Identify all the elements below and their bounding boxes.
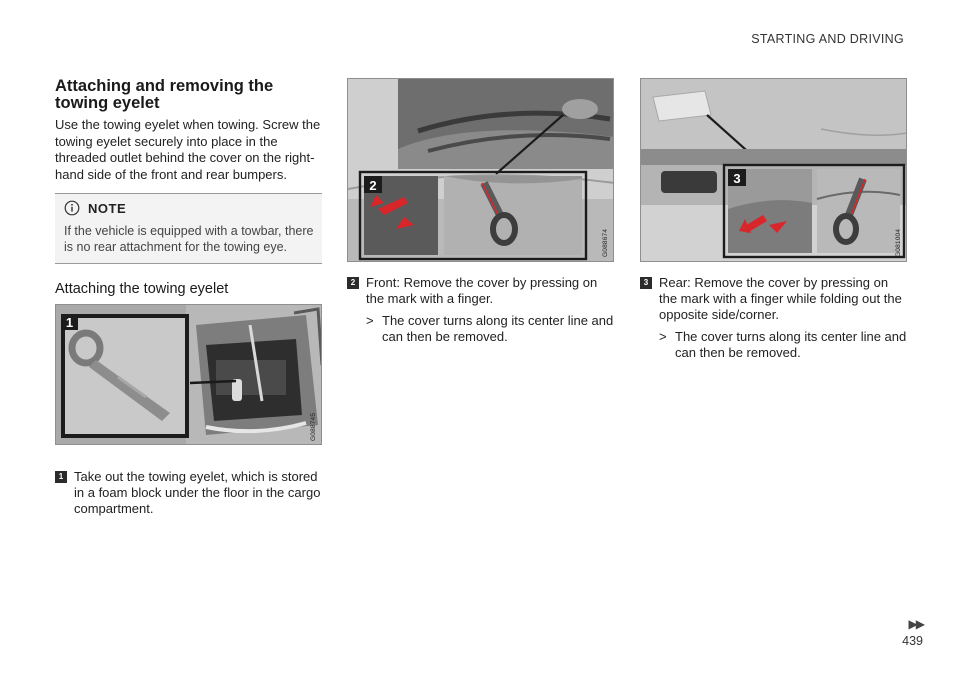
step-2-result [347, 313, 614, 345]
step-number-badge: 1 [55, 471, 67, 483]
page-number: 439 [902, 634, 923, 648]
intro-paragraph: Use the towing eyelet when towing. Screw the towing eyelet securely into place in the threaded outlet behind the cover on the right-hand side of the front and rear bumpers. [55, 117, 321, 182]
rear-bumper-figure [640, 78, 907, 262]
figure-callout-1: 1 [65, 315, 74, 330]
figure-code: G081004 [895, 228, 902, 257]
figure-code: G088674 [602, 228, 609, 257]
step-number-badge: 3 [640, 277, 652, 289]
figure-callout-3: 3 [733, 171, 741, 186]
note-box [55, 193, 322, 264]
step-2 [347, 275, 614, 307]
section-subtitle: Attaching the towing eyelet [55, 281, 229, 297]
step-1 [55, 469, 322, 517]
section-header: STARTING AND DRIVING [751, 32, 904, 46]
result-text: The cover turns along its center line and can then be removed. [382, 313, 614, 344]
note-text: If the vehicle is equipped with a towbar, there is no rear attachment for the towing eye. [64, 224, 314, 254]
column-1 [55, 78, 322, 517]
step-number-badge: 2 [347, 277, 359, 289]
step-3 [640, 275, 907, 323]
rear-bumper-illustration [641, 79, 907, 262]
next-page-icon[interactable]: ▶▶ [908, 617, 923, 631]
figure-code: G088745 [310, 412, 317, 441]
towing-eyelet-figure [55, 304, 322, 445]
step-3-result [640, 329, 907, 361]
page-title: Attaching and removing the towing eyelet [55, 77, 274, 112]
cargo-compartment-illustration [56, 305, 322, 445]
step-text: Front: Remove the cover by pressing on the mark with a finger. [366, 275, 598, 306]
result-marker: > [366, 313, 374, 328]
note-header [64, 198, 314, 218]
result-marker: > [659, 329, 667, 344]
figure-callout-2: 2 [369, 178, 377, 193]
info-icon [64, 200, 80, 216]
column-3 [640, 78, 907, 361]
front-bumper-illustration [348, 79, 614, 262]
result-text: The cover turns along its center line and can then be removed. [675, 329, 907, 360]
note-title: NOTE [88, 200, 127, 216]
front-bumper-figure [347, 78, 614, 262]
step-text: Take out the towing eyelet, which is stored in a foam block under the floor in the cargo compartment. [74, 469, 321, 516]
column-2 [347, 78, 614, 345]
step-text: Rear: Remove the cover by pressing on the mark with a finger while folding out the opposite side/corner. [659, 275, 902, 322]
